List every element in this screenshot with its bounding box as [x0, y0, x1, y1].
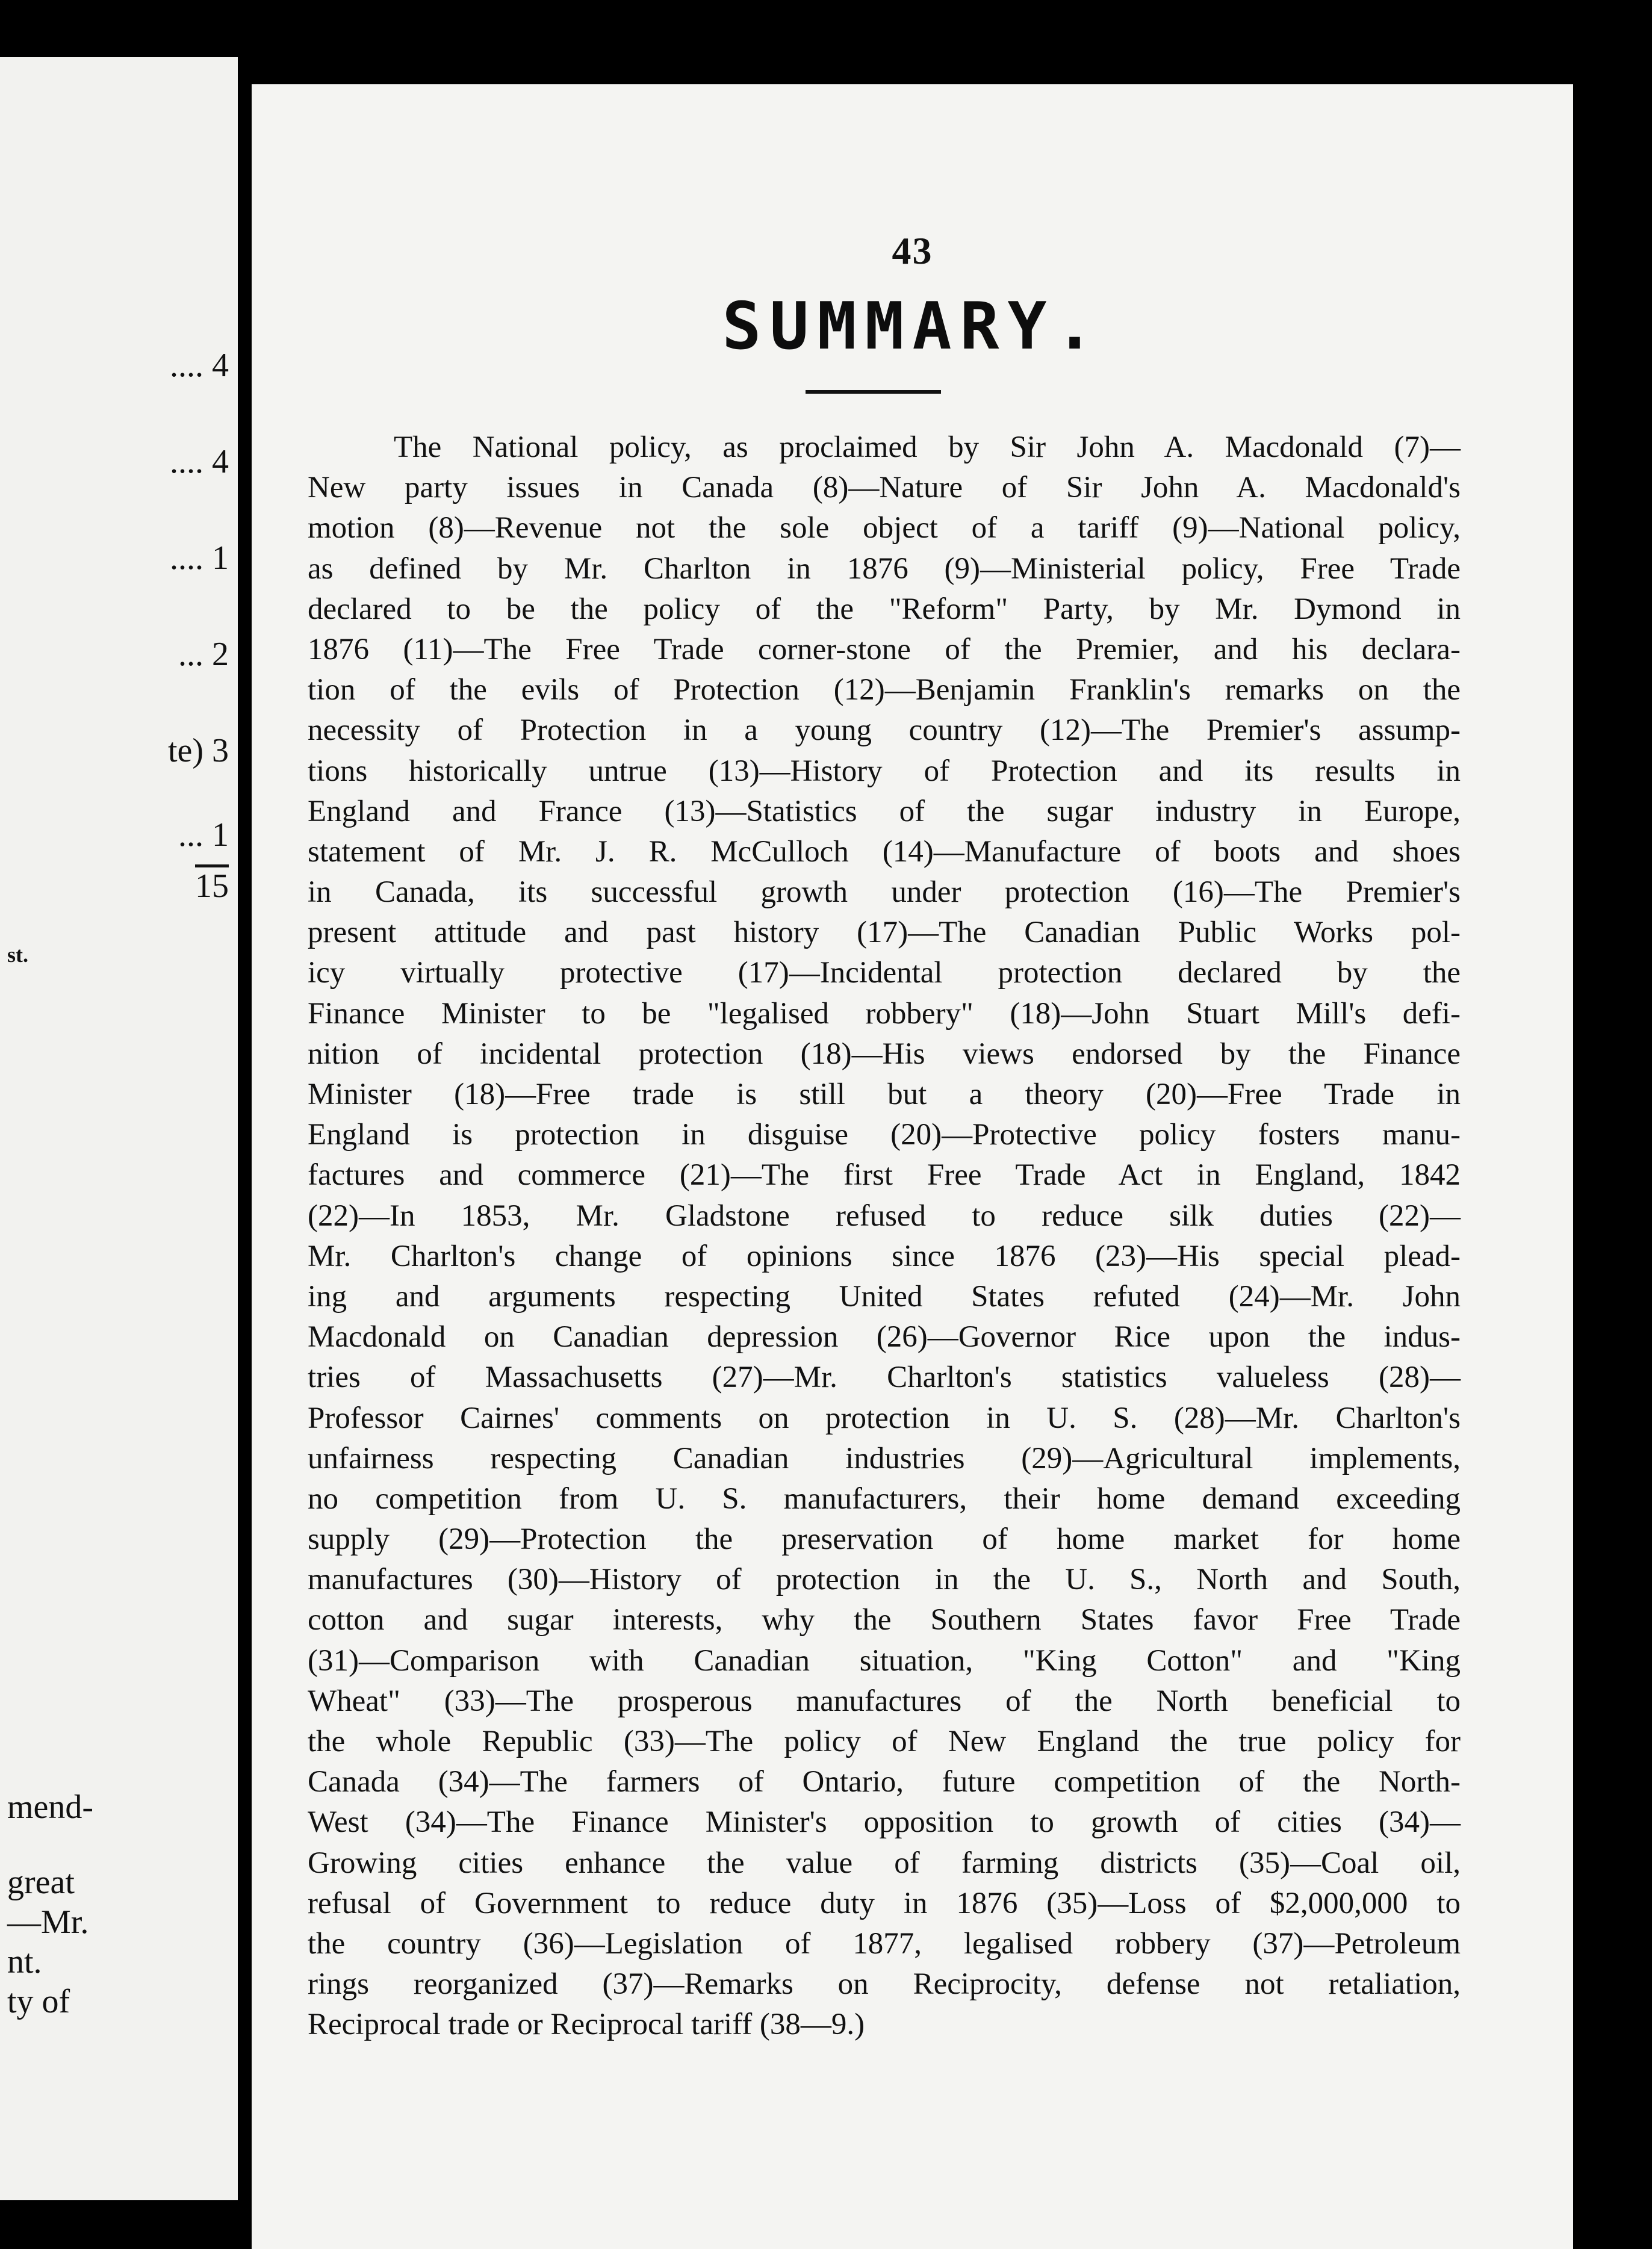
- summary-line: factures and commerce (21)—The first Free Trade Act in England, 1842: [308, 1158, 1461, 1193]
- summary-line: Canada (34)—The farmers of Ontario, future competition of the North-: [308, 1765, 1461, 1799]
- page-title: SUMMARY.: [722, 289, 1103, 364]
- summary-line: 1876 (11)—The Free Trade corner-stone of the Premier, and his declara-: [308, 632, 1461, 666]
- summary-line: tries of Massachusetts (27)—Mr. Charlton's statistics valueless (28)—: [308, 1360, 1461, 1395]
- page-gutter: [238, 0, 253, 2249]
- index-fragment: .... 1: [170, 539, 229, 577]
- summary-line: the country (36)—Legislation of 1877, legalised robbery (37)—Petroleum: [308, 1926, 1461, 1961]
- title-rule: [806, 390, 941, 394]
- summary-line: cotton and sugar interests, why the Southern States favor Free Trade: [308, 1603, 1461, 1637]
- index-fragment: te) 3: [167, 732, 229, 769]
- summary-line: in Canada, its successful growth under protection (16)—The Premier's: [308, 875, 1461, 910]
- summary-line: icy virtually protective (17)—Incidental protection declared by the: [308, 956, 1461, 990]
- summary-line: Macdonald on Canadian depression (26)—Governor Rice upon the indus-: [308, 1320, 1461, 1354]
- summary-line: no competition from U. S. manufacturers, their home demand exceeding: [308, 1481, 1461, 1516]
- text-fragment: mend-: [7, 1788, 94, 1826]
- summary-line: (22)—In 1853, Mr. Gladstone refused to reduce silk duties (22)—: [308, 1199, 1461, 1233]
- summary-line: present attitude and past history (17)—The Canadian Public Works pol-: [308, 916, 1461, 950]
- summary-line: ing and arguments respecting United States refuted (24)—Mr. John: [308, 1279, 1461, 1314]
- summary-line: England and France (13)—Statistics of the sugar industry in Europe,: [308, 794, 1461, 828]
- summary-line: (31)—Comparison with Canadian situation, "King Cotton" and "King: [308, 1643, 1461, 1678]
- left-facing-page: [0, 57, 238, 2200]
- summary-line: tion of the evils of Protection (12)—Benjamin Franklin's remarks on the: [308, 673, 1461, 707]
- summary-line: nition of incidental protection (18)—His views endorsed by the Finance: [308, 1037, 1461, 1071]
- summary-line: unfairness respecting Canadian industries (29)—Agricultural implements,: [308, 1441, 1461, 1475]
- summary-line: Minister (18)—Free trade is still but a theory (20)—Free Trade in: [308, 1078, 1461, 1111]
- summary-line: West (34)—The Finance Minister's opposition to growth of cities (34)—: [308, 1805, 1461, 1840]
- summary-line: England is protection in disguise (20)—Protective policy fosters manu-: [308, 1118, 1461, 1152]
- summary-line: declared to be the policy of the "Reform" Party, by Mr. Dymond in: [308, 592, 1461, 626]
- summary-line: Professor Cairnes' comments on protection in U. S. (28)—Mr. Charlton's: [308, 1401, 1461, 1435]
- summary-line: the whole Republic (33)—The policy of New England the true policy for: [308, 1725, 1461, 1758]
- text-fragment: great: [7, 1864, 75, 1901]
- index-fragment: ... 2: [178, 636, 229, 673]
- right-page: [252, 84, 1573, 2249]
- summary-line: Reciprocal trade or Reciprocal tariff (38—9.): [308, 2008, 865, 2042]
- summary-line: tions historically untrue (13)—History of Protection and its results in: [308, 754, 1461, 788]
- index-fragment: st.: [7, 943, 28, 967]
- summary-paragraph: [308, 427, 1461, 2046]
- summary-line: The National policy, as proclaimed by Sir John A. Macdonald (7)—: [394, 430, 1461, 464]
- text-fragment: ty of: [7, 1983, 70, 2020]
- summary-line: motion (8)—Revenue not the sole object of a tariff (9)—National policy,: [308, 511, 1461, 545]
- summary-line: New party issues in Canada (8)—Nature of Sir John A. Macdonald's: [308, 471, 1461, 505]
- summary-line: statement of Mr. J. R. McCulloch (14)—Manufacture of boots and shoes: [308, 834, 1461, 869]
- text-fragment: nt.: [7, 1943, 42, 1981]
- summary-line: necessity of Protection in a young country (12)—The Premier's assump-: [308, 713, 1461, 748]
- summary-line: rings reorganized (37)—Remarks on Reciprocity, defense not retaliation,: [308, 1967, 1461, 2002]
- index-fragment: ... 1: [178, 816, 229, 854]
- summary-line: manufactures (30)—History of protection in the U. S., North and South,: [308, 1563, 1461, 1597]
- index-fragment: .... 4: [170, 347, 229, 384]
- summary-line: Mr. Charlton's change of opinions since 1876 (23)—His special plead-: [308, 1239, 1461, 1273]
- text-fragment: —Mr.: [7, 1903, 89, 1941]
- index-total: 15: [195, 867, 229, 905]
- summary-line: Finance Minister to be "legalised robbery" (18)—John Stuart Mill's defi-: [308, 996, 1461, 1031]
- index-fragment: .... 4: [170, 443, 229, 480]
- summary-line: Growing cities enhance the value of farming districts (35)—Coal oil,: [308, 1846, 1461, 1880]
- summary-line: supply (29)—Protection the preservation of home market for home: [308, 1522, 1461, 1557]
- summary-line: refusal of Government to reduce duty in 1876 (35)—Loss of $2,000,000 to: [308, 1886, 1461, 1920]
- summary-line: as defined by Mr. Charlton in 1876 (9)—Ministerial policy, Free Trade: [308, 551, 1461, 586]
- summary-line: Wheat" (33)—The prosperous manufactures of the North beneficial to: [308, 1684, 1461, 1718]
- page-number: 43: [892, 229, 933, 272]
